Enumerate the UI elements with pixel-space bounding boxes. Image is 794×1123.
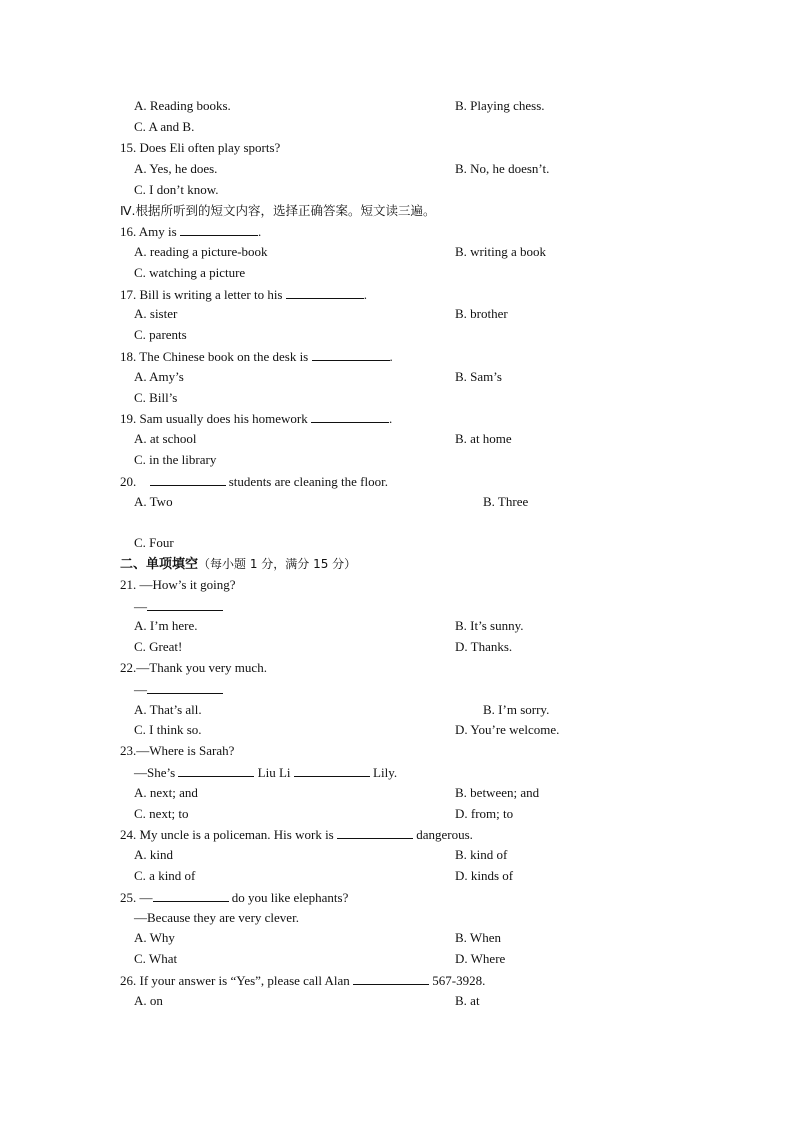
q26-option-b: B. at xyxy=(455,993,480,1008)
q23-option-b: B. between; and xyxy=(455,785,540,800)
q18-text: 18. The Chinese book on the desk is xyxy=(120,349,309,364)
q22-option-b: B. I’m sorry. xyxy=(483,702,550,717)
q21-reply xyxy=(134,598,223,614)
q18-option-b: B. Sam’s xyxy=(455,369,502,384)
q19-text: 19. Sam usually does his homework xyxy=(120,411,308,426)
q25-reply: —Because they are very clever. xyxy=(134,910,299,925)
q15-option-c: C. I don’t know. xyxy=(134,182,219,197)
section-2-title: 二、单项填空 xyxy=(120,557,199,572)
answer-blank xyxy=(311,410,389,423)
q16-option-c: C. watching a picture xyxy=(134,265,246,280)
q21-option-a: A. I’m here. xyxy=(134,618,198,633)
q20-option-c: C. Four xyxy=(134,535,174,550)
q24-end: dangerous. xyxy=(416,827,473,842)
q16-option-b: B. writing a book xyxy=(455,244,546,259)
q17-end: . xyxy=(363,287,367,302)
answer-blank xyxy=(150,473,226,486)
answer-blank xyxy=(353,972,429,985)
q16-question xyxy=(120,223,261,239)
q20-option-b: B. Three xyxy=(483,494,529,509)
q25-text: 25. — xyxy=(120,890,153,905)
answer-blank xyxy=(147,598,223,611)
q23-question: 23.—Where is Sarah? xyxy=(120,743,235,758)
answer-blank xyxy=(294,764,370,777)
q19-question xyxy=(120,410,392,426)
q15-option-b: B. No, he doesn’t. xyxy=(455,161,550,176)
q24-option-a: A. kind xyxy=(134,847,173,862)
q17-option-b: B. brother xyxy=(455,306,508,321)
answer-blank xyxy=(180,223,258,236)
q14-option-c: C. A and B. xyxy=(134,119,195,134)
q24-option-c: C. a kind of xyxy=(134,868,196,883)
q21-option-d: D. Thanks. xyxy=(455,639,513,654)
q21-option-b: B. It’s sunny. xyxy=(455,618,524,633)
q19-end: . xyxy=(389,411,393,426)
answer-blank xyxy=(286,286,364,299)
q25-question xyxy=(120,889,348,905)
q26-text: 26. If your answer is “Yes”, please call Alan xyxy=(120,973,350,988)
q19-option-c: C. in the library xyxy=(134,452,217,467)
answer-blank xyxy=(312,348,390,361)
q21-dash: — xyxy=(134,599,147,614)
q14-option-b: B. Playing chess. xyxy=(455,98,545,113)
q18-end: . xyxy=(389,349,393,364)
q21-option-c: C. Great! xyxy=(134,639,183,654)
q22-dash: — xyxy=(134,682,147,697)
q16-end: . xyxy=(257,224,262,239)
q17-option-c: C. parents xyxy=(134,327,187,342)
q18-option-a: A. Amy’s xyxy=(134,369,184,384)
q20-number: 20. xyxy=(120,474,137,489)
q18-option-c: C. Bill’s xyxy=(134,390,178,405)
answer-blank xyxy=(337,826,413,839)
q25-option-a: A. Why xyxy=(134,930,175,945)
q24-option-d: D. kinds of xyxy=(455,868,514,883)
q18-question xyxy=(120,348,393,364)
q23-option-d: D. from; to xyxy=(455,806,514,821)
answer-blank xyxy=(147,681,223,694)
q20-text: students are cleaning the floor. xyxy=(228,474,388,489)
q20-question xyxy=(120,473,388,489)
q25-end: do you like elephants? xyxy=(231,890,349,905)
q22-option-a: A. That’s all. xyxy=(134,702,202,717)
q22-option-c: C. I think so. xyxy=(134,722,202,737)
q15-question: 15. Does Eli often play sports? xyxy=(120,140,281,155)
q23-reply-start: —She’s xyxy=(134,765,176,780)
q17-question xyxy=(120,286,367,302)
q26-end: 567-3928. xyxy=(432,973,486,988)
q24-text: 24. My uncle is a policeman. His work is xyxy=(120,827,334,842)
q25-option-c: C. What xyxy=(134,951,178,966)
q22-question: 22.—Thank you very much. xyxy=(120,660,267,675)
q16-text: 16. Amy is xyxy=(120,224,177,239)
q15-option-a: A. Yes, he does. xyxy=(134,161,218,176)
q19-option-a: A. at school xyxy=(134,431,197,446)
section-2-note: （每小题 1 分，满分 15 分） xyxy=(198,557,357,571)
q14-option-a: A. Reading books. xyxy=(134,98,231,113)
q21-question: 21. —How’s it going? xyxy=(120,577,236,592)
answer-blank xyxy=(178,764,254,777)
q26-option-a: A. on xyxy=(134,993,163,1008)
q17-text: 17. Bill is writing a letter to his xyxy=(120,287,283,302)
q17-option-a: A. sister xyxy=(134,306,178,321)
q22-option-d: D. You’re welcome. xyxy=(455,722,560,737)
section-2-heading xyxy=(120,556,356,572)
q24-option-b: B. kind of xyxy=(455,847,508,862)
q23-option-c: C. next; to xyxy=(134,806,189,821)
answer-blank xyxy=(153,889,229,902)
q22-reply xyxy=(134,681,223,697)
q20-option-a: A. Two xyxy=(134,494,173,509)
q25-option-b: B. When xyxy=(455,930,501,945)
q26-question xyxy=(120,972,485,988)
q23-reply-mid: Liu Li xyxy=(257,765,291,780)
q23-option-a: A. next; and xyxy=(134,785,198,800)
section-4-heading: Ⅳ.根据所听到的短文内容，选择正确答案。短文读三遍。 xyxy=(120,203,436,218)
q25-option-d: D. Where xyxy=(455,951,506,966)
q24-question xyxy=(120,826,473,842)
q16-option-a: A. reading a picture-book xyxy=(134,244,268,259)
q23-reply-end: Lily. xyxy=(373,765,398,780)
q23-reply xyxy=(134,764,397,780)
q19-option-b: B. at home xyxy=(455,431,512,446)
